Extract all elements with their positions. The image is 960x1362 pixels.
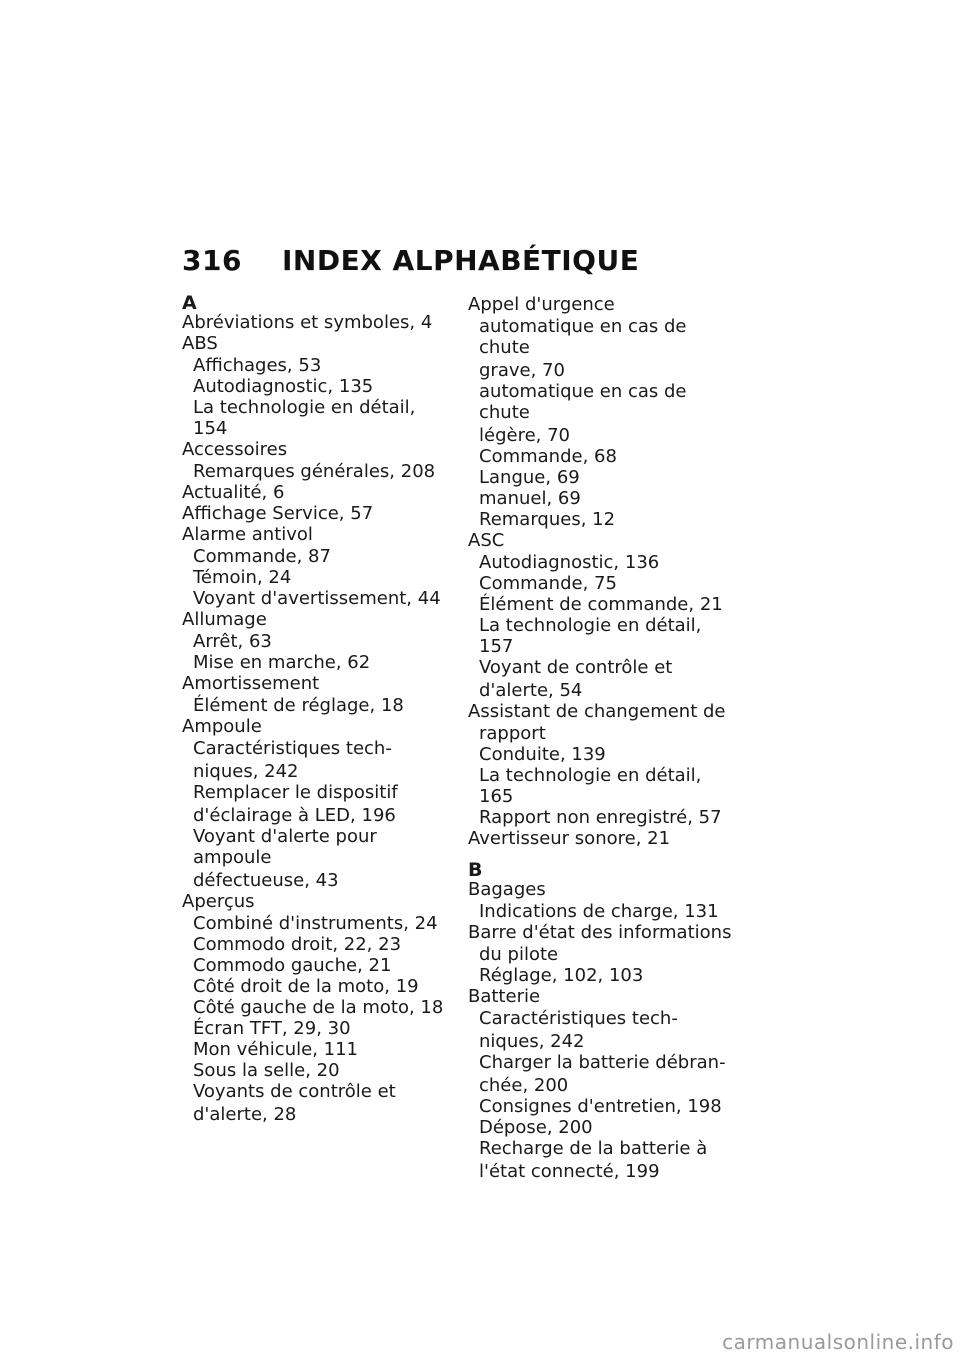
index-subentry: Sous la selle, 20 bbox=[193, 1060, 340, 1081]
index-subentry: La technologie en détail, 157 bbox=[479, 615, 702, 657]
index-subentry: Rapport non enregistré, 57 bbox=[479, 807, 722, 828]
index-subentries bbox=[468, 723, 738, 828]
index-subentry: Autodiagnostic, 135 bbox=[193, 376, 374, 397]
index-subentry: manuel, 69 bbox=[479, 488, 581, 509]
index-subentry: Voyant de contrôle et bbox=[479, 657, 673, 678]
index-subentries bbox=[182, 913, 452, 1125]
index-subentries bbox=[468, 901, 738, 922]
index-subentry: Langue, 69 bbox=[479, 467, 580, 488]
index-subentry: Élément de réglage, 18 bbox=[193, 695, 404, 716]
index-entry: Batterie bbox=[468, 986, 541, 1007]
index-entry-cont: du pilote bbox=[479, 944, 559, 965]
index-entry: Assistant de changement de bbox=[468, 701, 726, 722]
index-subentry-cont: d'alerte, 28 bbox=[193, 1104, 297, 1125]
index-entry: Appel d'urgence bbox=[468, 294, 615, 315]
index-subentry: Indications de charge, 131 bbox=[479, 901, 719, 922]
index-subentry: Remarques, 12 bbox=[479, 509, 616, 530]
index-entry: Actualité, 6 bbox=[182, 482, 285, 503]
index-entry: Abréviations et symboles, 4 bbox=[182, 312, 433, 333]
index-subentry: Côté droit de la moto, 19 bbox=[193, 976, 419, 997]
index-subentry-cont: grave, 70 bbox=[479, 360, 565, 381]
index-entry: ABS bbox=[182, 333, 218, 354]
index-subentry-cont: niques, 242 bbox=[479, 1031, 585, 1052]
index-subentry: Commande, 87 bbox=[193, 546, 331, 567]
index-subentry: automatique en cas de chute bbox=[479, 381, 687, 423]
index-entry: Affichage Service, 57 bbox=[182, 503, 374, 524]
index-subentry: Combiné d'instruments, 24 bbox=[193, 913, 438, 934]
index-entry-cont: rapport bbox=[479, 723, 546, 744]
index-entry: Bagages bbox=[468, 879, 546, 900]
index-subentry: automatique en cas de chute bbox=[479, 316, 687, 358]
index-subentry: Côté gauche de la moto, 18 bbox=[193, 997, 444, 1018]
index-subentry: La technologie en détail, 154 bbox=[193, 397, 416, 439]
index-subentries bbox=[182, 461, 452, 482]
index-subentry: Conduite, 139 bbox=[479, 744, 606, 765]
index-subentry: Écran TFT, 29, 30 bbox=[193, 1018, 351, 1039]
index-subentry: Recharge de la batterie à bbox=[479, 1138, 708, 1159]
index-subentry-cont: d'éclairage à LED, 196 bbox=[193, 805, 396, 826]
index-subentry: Témoin, 24 bbox=[193, 567, 292, 588]
watermark: carmanualsonline.info bbox=[722, 1330, 954, 1354]
index-subentry: Consignes d'entretien, 198 bbox=[479, 1096, 722, 1117]
index-subentry: Caractéristiques tech- bbox=[479, 1008, 678, 1029]
index-subentry-cont: l'état connecté, 199 bbox=[479, 1161, 660, 1182]
section-letter-a: A bbox=[182, 292, 197, 314]
index-subentry: Autodiagnostic, 136 bbox=[479, 552, 660, 573]
index-subentry: Dépose, 200 bbox=[479, 1117, 593, 1138]
index-subentry: Arrêt, 63 bbox=[193, 631, 272, 652]
index-entry: Ampoule bbox=[182, 716, 262, 737]
index-entry: Avertisseur sonore, 21 bbox=[468, 828, 671, 849]
index-subentry: Commodo gauche, 21 bbox=[193, 955, 392, 976]
index-subentry: Remplacer le dispositif bbox=[193, 782, 398, 803]
index-subentry: Voyant d'alerte pour ampoule bbox=[193, 826, 377, 868]
index-entry: Accessoires bbox=[182, 439, 288, 460]
index-subentries bbox=[182, 738, 452, 891]
index-subentries bbox=[468, 316, 738, 530]
index-entry: Aperçus bbox=[182, 891, 255, 912]
index-subentry-cont: niques, 242 bbox=[193, 761, 299, 782]
index-subentry: Commande, 68 bbox=[479, 446, 617, 467]
page-number: 316 bbox=[182, 244, 242, 277]
index-subentries bbox=[182, 631, 452, 673]
index-subentry-cont: d'alerte, 54 bbox=[479, 680, 583, 701]
index-column-right bbox=[468, 290, 738, 1182]
index-entry: Alarme antivol bbox=[182, 524, 313, 545]
page-title: INDEX ALPHABÉTIQUE bbox=[282, 244, 640, 277]
index-subentry-cont: défectueuse, 43 bbox=[193, 870, 339, 891]
index-entry: Barre d'état des informations bbox=[468, 922, 732, 943]
index-subentries bbox=[468, 552, 738, 701]
index-subentry: Voyant d'avertissement, 44 bbox=[193, 588, 441, 609]
index-subentry: Caractéristiques tech- bbox=[193, 738, 392, 759]
index-entry: Allumage bbox=[182, 609, 267, 630]
index-entry: ASC bbox=[468, 530, 505, 551]
index-subentry: Mise en marche, 62 bbox=[193, 652, 371, 673]
index-subentries bbox=[182, 546, 452, 609]
index-subentries bbox=[468, 1008, 738, 1182]
section-letter-b: B bbox=[468, 859, 483, 881]
index-subentry: Commande, 75 bbox=[479, 573, 617, 594]
index-column-left bbox=[182, 290, 452, 1125]
index-subentry: Remarques générales, 208 bbox=[193, 461, 436, 482]
index-subentry: Commodo droit, 22, 23 bbox=[193, 934, 402, 955]
page-header bbox=[182, 244, 639, 277]
index-subentry: Élément de commande, 21 bbox=[479, 594, 723, 615]
index-subentries bbox=[468, 944, 738, 986]
index-subentries bbox=[182, 695, 452, 716]
index-subentry: Charger la batterie débran- bbox=[479, 1052, 726, 1073]
index-subentries bbox=[182, 355, 452, 439]
index-subentry: La technologie en détail, 165 bbox=[479, 765, 702, 807]
index-subentry: Voyants de contrôle et bbox=[193, 1081, 396, 1102]
index-subentry: Réglage, 102, 103 bbox=[479, 965, 644, 986]
index-entry: Amortissement bbox=[182, 673, 320, 694]
index-subentry: Mon véhicule, 111 bbox=[193, 1039, 358, 1060]
index-subentry-cont: légère, 70 bbox=[479, 425, 571, 446]
index-subentry: Affichages, 53 bbox=[193, 355, 322, 376]
index-subentry-cont: chée, 200 bbox=[479, 1075, 569, 1096]
